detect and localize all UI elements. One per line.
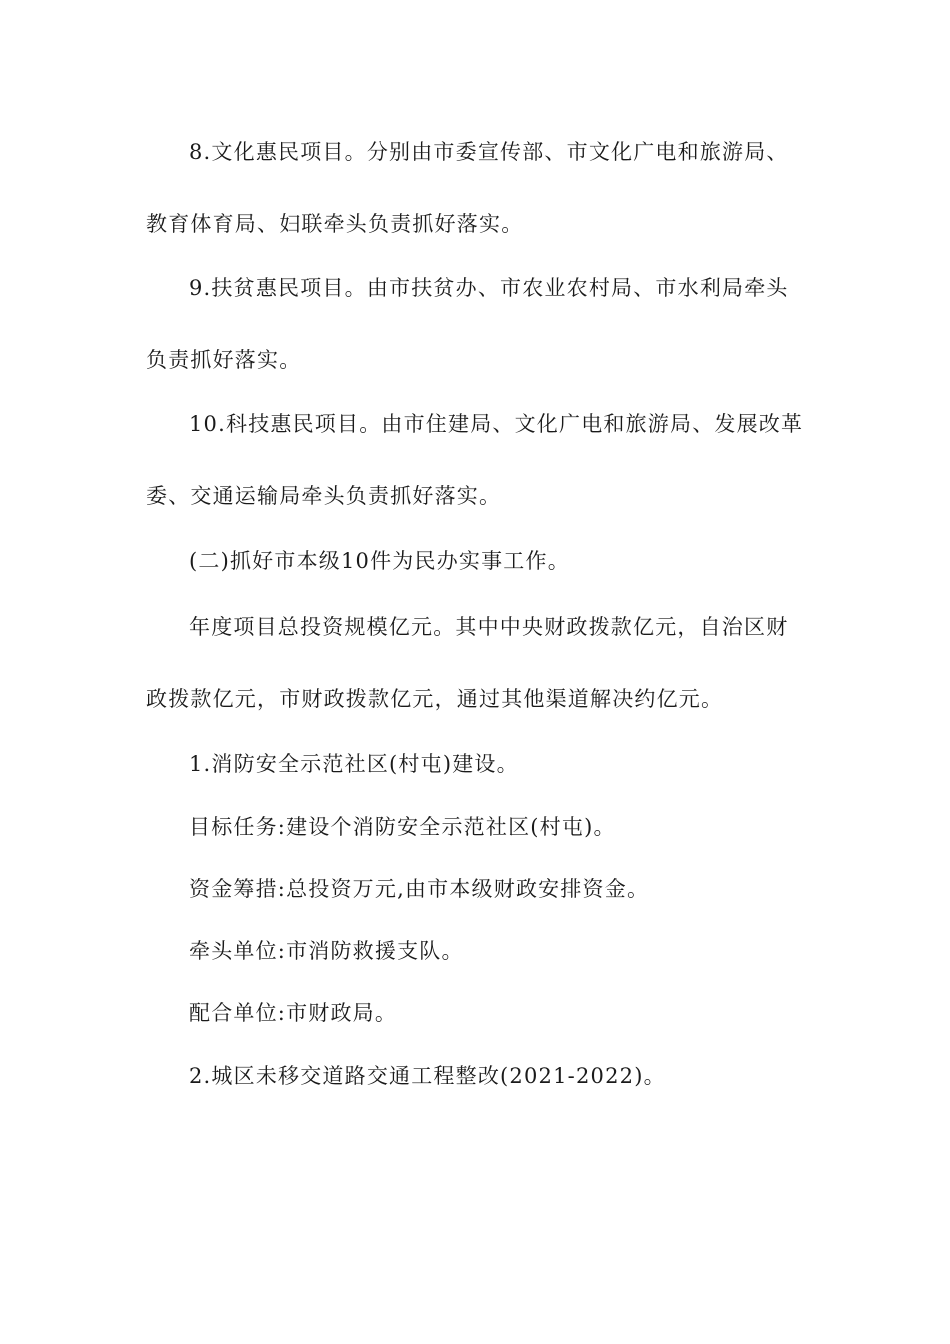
item-heading: 1.消防安全示范社区(村屯)建设。 xyxy=(189,752,519,776)
paragraph-line: 9.扶贫惠民项目。由市扶贫办、市农业农村局、市水利局牵头 xyxy=(189,276,789,300)
paragraph-line: 8.文化惠民项目。分别由市委宣传部、市文化广电和旅游局、 xyxy=(189,140,789,164)
paragraph-line: 资金筹措:总投资万元,由市本级财政安排资金。 xyxy=(189,877,650,901)
section-heading: (二)抓好市本级10件为民办实事工作。 xyxy=(189,549,570,573)
paragraph-line: 政拨款亿元，市财政拨款亿元，通过其他渠道解决约亿元。 xyxy=(146,687,724,711)
paragraph-line: 教育体育局、妇联牵头负责抓好落实。 xyxy=(146,212,524,236)
paragraph-line: 年度项目总投资规模亿元。其中中央财政拨款亿元，自治区财 xyxy=(189,615,789,639)
paragraph-line: 牵头单位:市消防救援支队。 xyxy=(189,939,464,963)
paragraph-line: 委、交通运输局牵头负责抓好落实。 xyxy=(146,484,502,508)
paragraph-line: 目标任务:建设个消防安全示范社区(村屯)。 xyxy=(189,815,616,839)
paragraph-line: 配合单位:市财政局。 xyxy=(189,1001,398,1025)
item-heading: 2.城区未移交道路交通工程整改(2021-2022)。 xyxy=(189,1064,666,1088)
paragraph-line: 10.科技惠民项目。由市住建局、文化广电和旅游局、发展改革 xyxy=(189,412,804,436)
paragraph-line: 负责抓好落实。 xyxy=(146,348,302,372)
